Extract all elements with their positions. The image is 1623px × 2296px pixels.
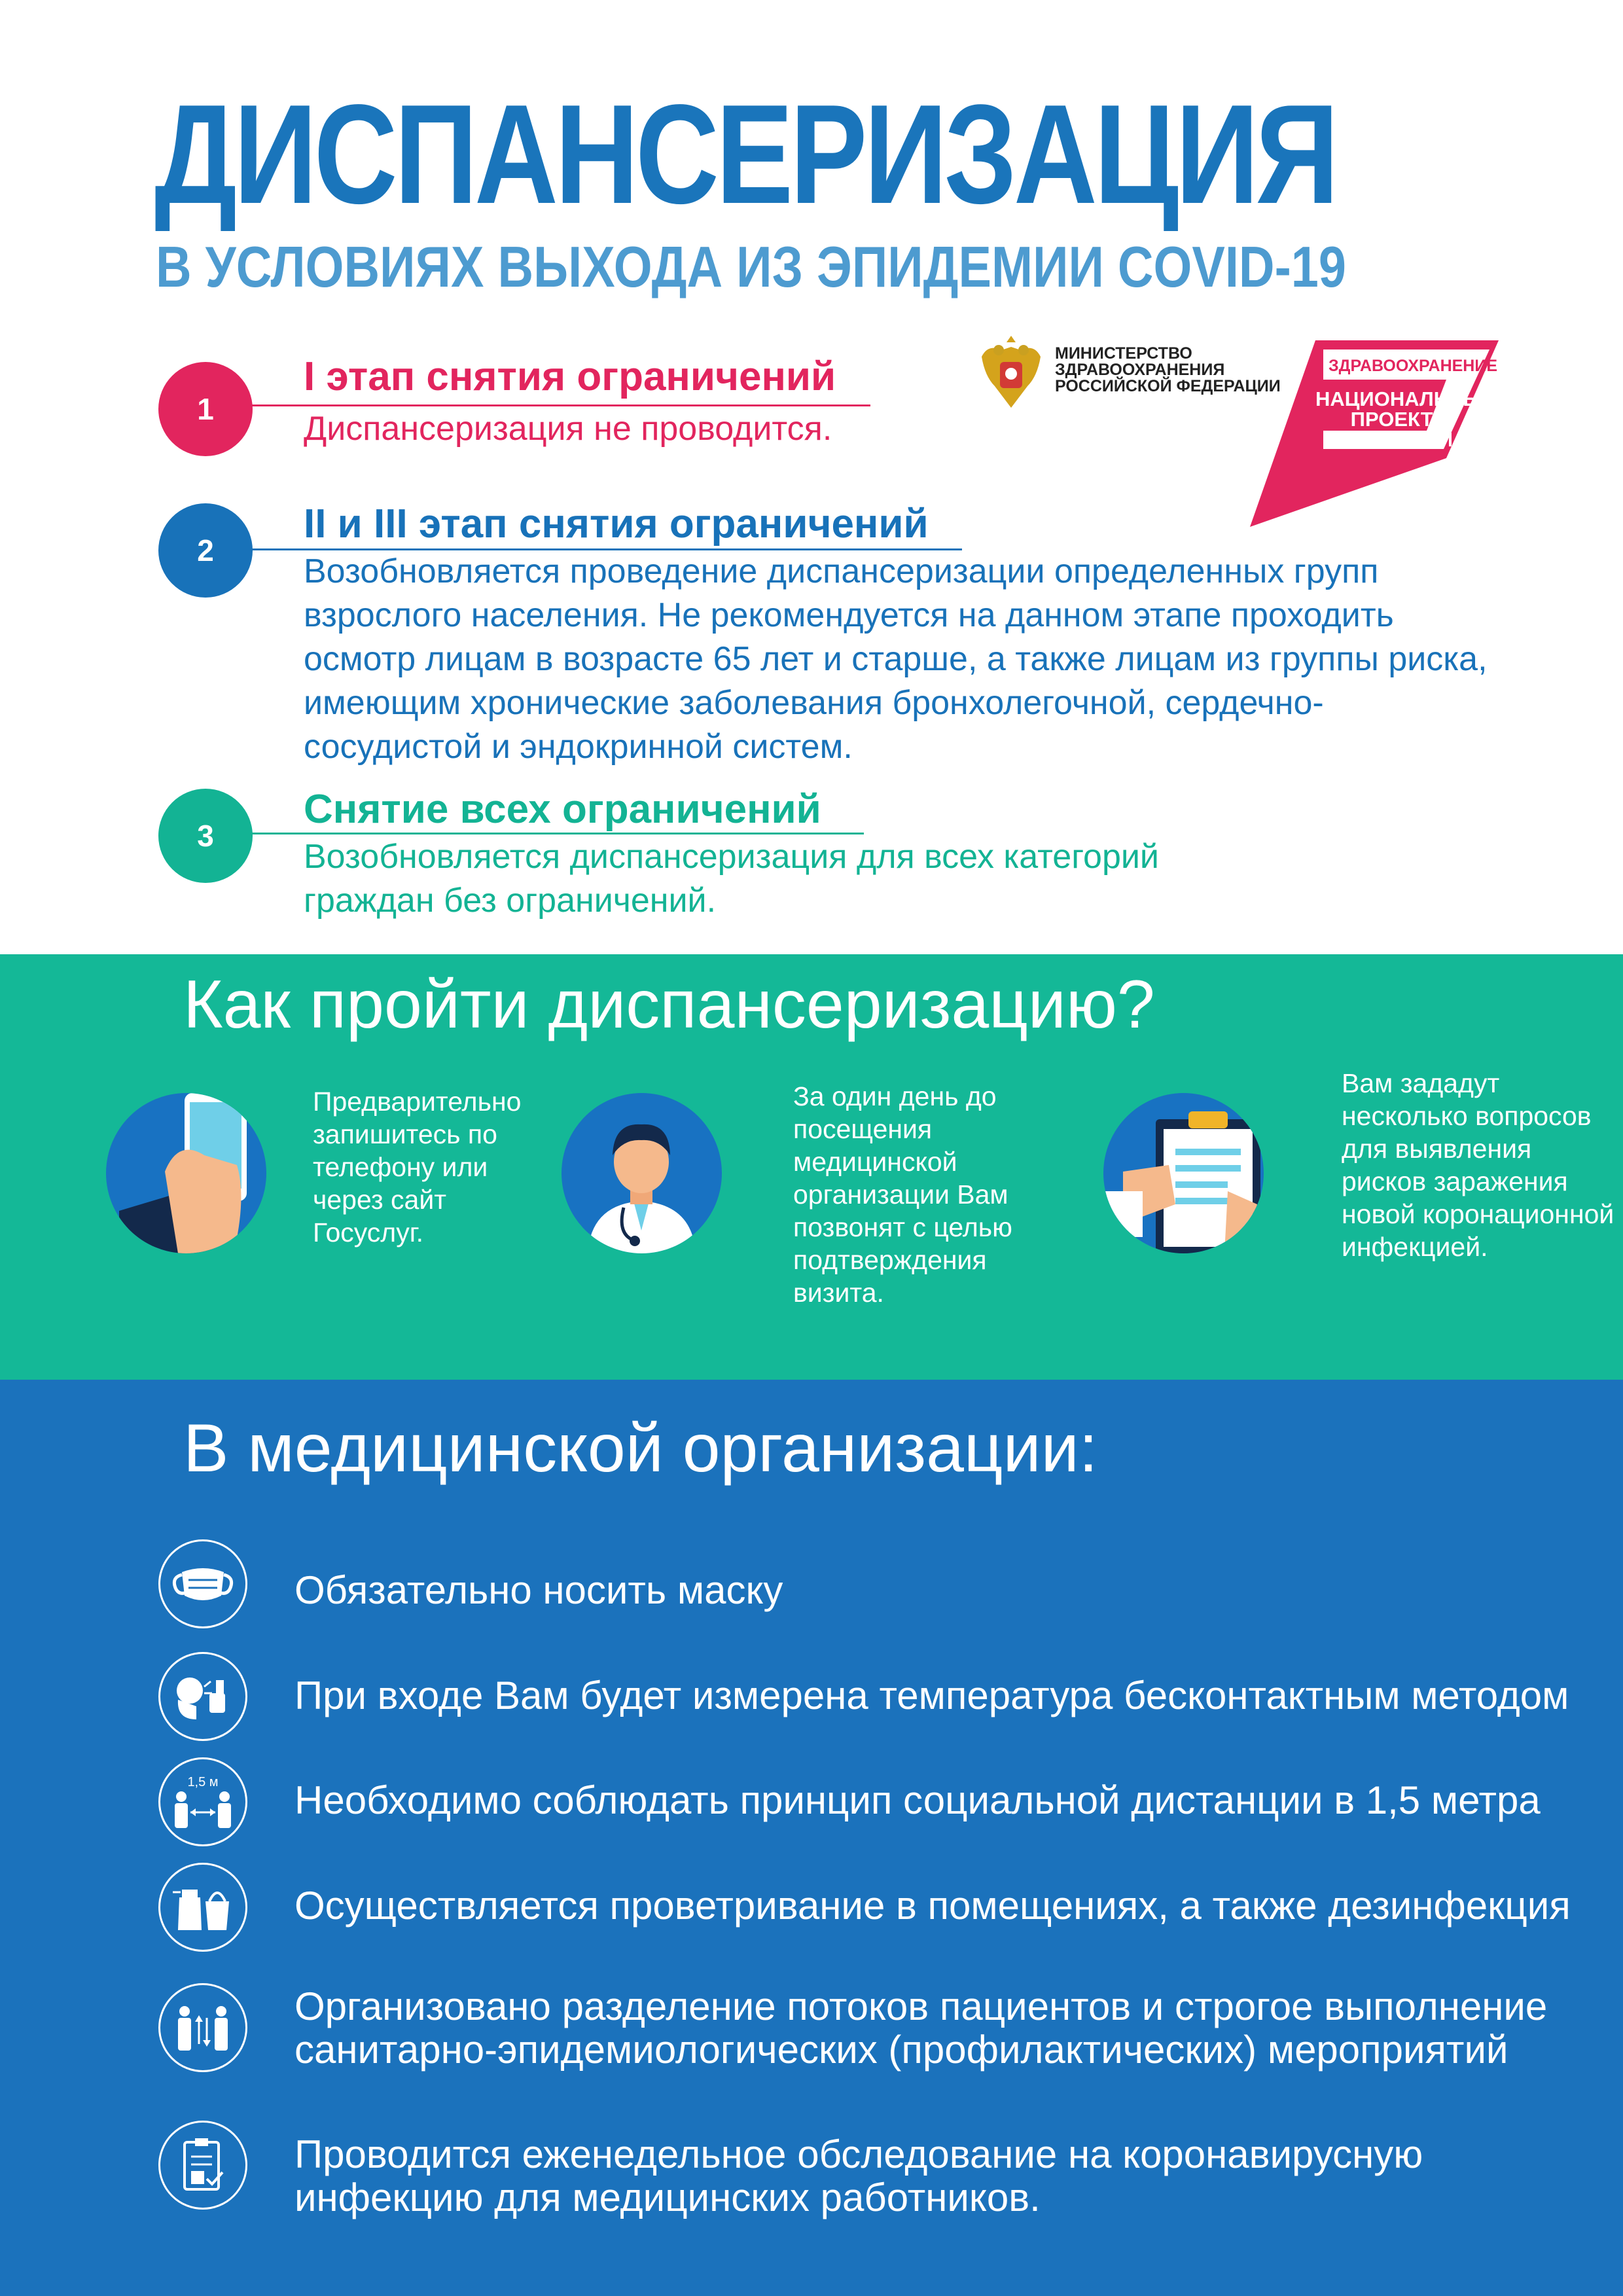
stage-1-body: Диспансеризация не проводится. [304, 410, 832, 448]
stage-1-title: I этап снятия ограничений [304, 354, 836, 399]
stage-3-body: Возобновляется диспансеризация для всех категорий граждан без ограничений. [304, 838, 1159, 920]
rule-1-text: Обязательно носить маску [294, 1568, 783, 1612]
stage-1-badge: 1 [158, 362, 253, 456]
stage-2-body: Возобновляется проведение диспансеризации определенных групп взрослого населения. Не рекомендуется на данном этапе проходить осмотр лицам в возрасте 65 лет и старше, а также лицам из группы риска, имеющим хронические заболевания бронхолегочной, сердечно-сосудистой и эндокринной систем. [304, 552, 1488, 766]
page-subtitle: В УСЛОВИЯХ ВЫХОДА ИЗ ЭПИДЕМИИ COVID-19 [156, 234, 1346, 299]
distance-label: 1,5 м [187, 1775, 219, 1789]
stage-3-title: Снятие всех ограничений [304, 787, 821, 832]
np-logo-title: НАЦИОНАЛЬНЫЕ ПРОЕКТЫ РОССИИ [1315, 387, 1497, 451]
how-to-title: Как пройти диспансеризацию? [183, 967, 1155, 1043]
patient-flow-icon [158, 1983, 247, 2072]
stage-2-badge: 2 [158, 503, 253, 598]
thermometer-icon [158, 1652, 247, 1741]
stage-1-divider [242, 404, 870, 406]
stage-3-badge: 3 [158, 789, 253, 883]
rule-2-text: При входе Вам будет измерена температура бесконтактным методом [294, 1674, 1569, 1717]
medical-report-icon [158, 2121, 247, 2210]
np-logo-label: ЗДРАВООХРАНЕНИЕ [1329, 357, 1498, 375]
distance-icon [158, 1757, 247, 1846]
disinfection-icon [158, 1863, 247, 1952]
phone-icon [106, 1093, 266, 1253]
coat-of-arms-icon [975, 331, 1047, 412]
clinic-title: В медицинской организации: [183, 1410, 1098, 1486]
rule-3-text: Необходимо соблюдать принцип социальной дистанции в 1,5 метра [294, 1778, 1541, 1822]
rule-4-text: Осуществляется проветривание в помещениях, а также дезинфекция [294, 1884, 1571, 1928]
page-title: ДИСПАНСЕРИЗАЦИЯ [154, 75, 1336, 233]
step-3-text: Вам зададут несколько вопросов для выявления рисков заражения новой коронационной инфекцией. [1342, 1068, 1614, 1262]
ministry-logo-text: МИНИСТЕРСТВО ЗДРАВООХРАНЕНИЯ РОССИЙСКОЙ ФЕДЕРАЦИИ [1055, 344, 1281, 395]
stage-3-divider [242, 833, 864, 834]
step-2-text: За один день до посещения медицинской организации Вам позвонят с целью подтверждения визита. [793, 1081, 1012, 1308]
mask-icon [158, 1539, 247, 1628]
clipboard-icon [1103, 1093, 1264, 1253]
doctor-icon [562, 1093, 722, 1253]
rule-5-text: Организовано разделение потоков пациентов и строгое выполнение санитарно-эпидемиологических (профилактических) мероприятий [294, 1984, 1548, 2072]
rule-6-text: Проводится еженедельное обследование на коронавирусную инфекцию для медицинских работников. [294, 2132, 1423, 2219]
stage-2-title: II и III этап снятия ограничений [304, 501, 929, 547]
step-1-text: Предварительно запишитесь по телефону или через сайт Госуслуг. [313, 1086, 522, 1247]
